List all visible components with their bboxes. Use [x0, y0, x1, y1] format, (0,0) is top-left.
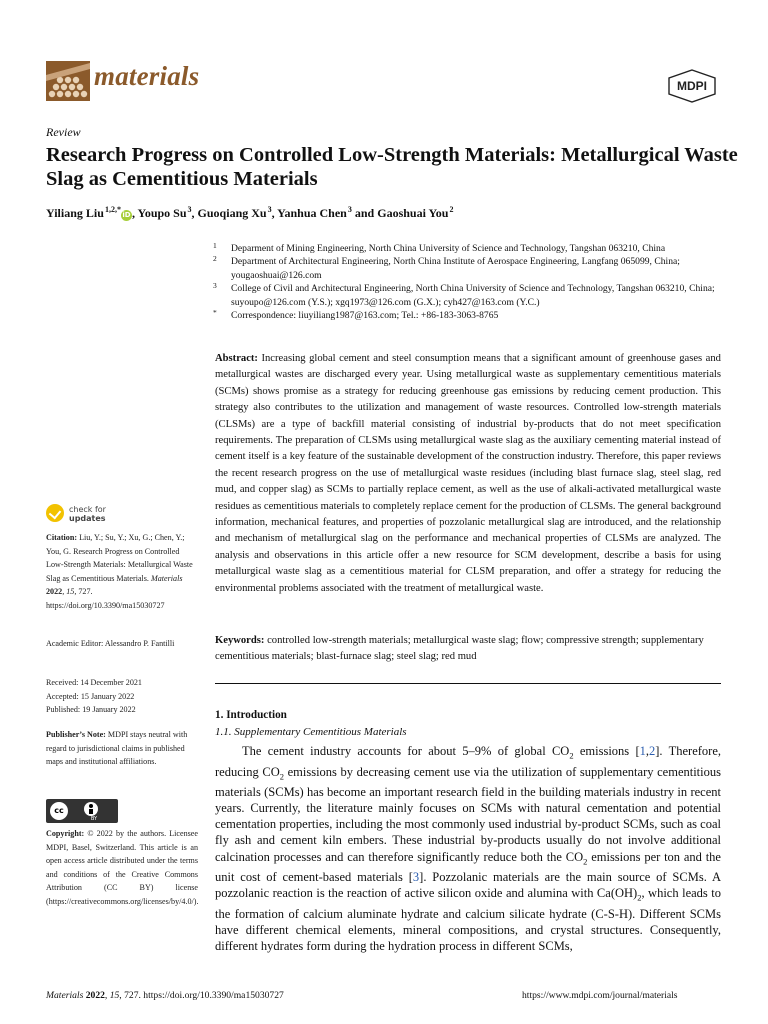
abstract — [215, 351, 721, 597]
correspondence-text: Correspondence: liuyiliang1987@163.com; Tel.: +86-183-3063-8765 — [231, 310, 499, 322]
copyright-text: © 2022 by the authors. Licensee MDPI, Basel, Switzerland. This article is an open access article distributed under the terms and conditions of the Creative Commons Attribution (CC BY) license (https://creativecommons.org/licenses/by/4.0/). — [46, 829, 199, 906]
received-date: Received: 14 December 2021 — [46, 678, 142, 687]
cc-by-license-icon[interactable] — [46, 799, 118, 823]
check-line1: check for — [69, 505, 106, 514]
cc-by-label: BY — [90, 816, 98, 822]
affiliation-text: College of Civil and Architectural Engineering, North China University of Science and Technology, Tangshan 063210, China; suyoupo@126.com (Y.S.); xgq1973@126.com (G.X.); cyh427@163.com (Y.C.) — [231, 283, 715, 308]
author-name: Gaoshuai You — [377, 206, 449, 220]
author-name: Yanhua Chen — [277, 206, 347, 220]
citation-text: Liu, Y.; Su, Y.; Xu, G.; Chen, Y.; You, G. Research Progress on Controlled Low-Strength Materials: Metallurgical Waste Slag as Cementitious Materials. — [46, 533, 193, 583]
author-name: Youpo Su — [137, 206, 187, 220]
copyright-label: Copyright: — [46, 829, 85, 838]
abstract-text: Increasing global cement and steel consumption means that a significant amount of greenhouse gases and metallurgical wastes are discharged every year. Using metallurgical waste as supplementary cementitious materials (SCMs) shows promise as a strategy for reducing greenhouse gas emissions by reducing cement production. This strategy also contributes to the utilization and management of waste resources. Controlled low-strength materials (CLSMs) are a type of backfill material consisting of industrial by-products that do not meet specification requirements. The preparation of CLSMs using metallurgical waste slag as the auxiliary cementing material instead of cement itself is a key feature of the sustainable development of the construction industry. Therefore, this paper reviews the recent research progress on the use of metallurgical waste residues (including blast furnace slag, steel slag, red mud, and copper slag) as SCMs to partially replace cement, as well as the use of alkali-activated metallurgical waste residues as cementitious materials to completely replace cement for the production of CLSMs. The general background information, mechanical features, and properties of pozzolanic metallurgical slag are introduced, and the relationship and mechanism of metallurgical slag on the performance and mechanical properties of CLSMs are analyzed. The analysis and observations in this article offer a new resource for SCM development, describe a basis for using metallurgical waste slag as a cementitious material for CLSM preparation, and offer a strategy for reducing the environmental problems associated with the treatment of metallurgical waste. — [215, 353, 721, 594]
publisher-note-text: MDPI stays neutral with regard to jurisdictional claims in published maps and institutional affiliations. — [46, 730, 188, 766]
journal-logo-icon — [46, 61, 90, 101]
affiliation-number: 3 — [213, 281, 217, 291]
author-affiliation: 2 — [449, 205, 454, 214]
affiliation-number: 1 — [213, 241, 217, 250]
body-paragraph: The cement industry accounts for about 5–9% of global $CO_2$ emissions [1,2]. Therefore, reducing $CO_2$ emissions by decreasing cement use via the utilization of supplementary cementitious materials (SCMs) has become an important research field in the building materials industry in recent years. Currently, the literature mainly focuses on SCMs with natural cementation and potential cementation properties, including the most commonly used industrial by-product SCMs, such as coal fly ash and cement kiln embers. These industrial by-products usually do not involve additional calcination processes and can therefore significantly reduce both the $CO_2$ emissions per ton and the unit cost of cement-based materials [3]. Pozzolanic materials are the main source of SCMs. A pozzolanic reaction is the reaction of active silicon oxide and alumina with $Ca(OH)_2$, which leads to the formation of calcium aluminate hydrate and calcium silicate hydrate (C-S-H). Different SCMs have different chemical elements, mineral compositions, and crystal structures. Consequently, different hydrates form during the hydration process in different SCMs, — [215, 744, 722, 954]
section-heading: 1. Introduction — [215, 709, 287, 721]
article-type: Review — [46, 125, 81, 139]
accepted-date: Accepted: 15 January 2022 — [46, 691, 135, 701]
orcid-icon[interactable]: iD — [122, 211, 131, 219]
author-affiliation: 1,2,* — [104, 205, 121, 214]
publisher-note — [46, 728, 198, 769]
citation-volume: 15 — [66, 587, 75, 596]
cc-icon: cc — [50, 802, 68, 820]
author-affiliation: 3 — [187, 205, 192, 214]
author-affiliation: 3 — [347, 205, 352, 214]
affiliations — [211, 242, 731, 322]
affiliation-item — [211, 242, 731, 255]
copyright-block — [46, 827, 198, 908]
footer-url[interactable]: https://www.mdpi.com/journal/materials — [522, 990, 678, 1001]
affiliation-number: * — [213, 308, 217, 318]
published-date: Published: 19 January 2022 — [46, 705, 136, 714]
affiliation-item — [211, 282, 731, 309]
citation-block: Citation: Liu, Y.; Su, Y.; Xu, G.; Chen, Y.; You, G. Research Progress on Controlled Low-Strength Materials: Metallurgical Waste Slag as Cementitious Materials. Materials 2022, 15, 727. https://doi.org/10.3390/ma15030727 — [46, 533, 193, 610]
correspondence — [211, 309, 731, 322]
affiliation-text: Deparment of Mining Engineering, North China University of Science and Technology, Tangshan 063210, China — [231, 243, 666, 254]
academic-editor: Academic Editor: Alessandro P. Fantilli — [46, 639, 175, 648]
author-affiliation: 3 — [267, 205, 272, 214]
author-name: Guoqiang Xu — [197, 206, 267, 220]
citation-journal: Materials — [151, 573, 183, 583]
footer-citation: Materials 2022, 15, 727. https://doi.org/10.3390/ma15030727 — [46, 990, 284, 1001]
affiliation-item — [211, 255, 731, 282]
by-person-icon — [84, 802, 98, 816]
abstract-label: Abstract: — [215, 353, 258, 364]
citation-link[interactable]: 1 — [639, 744, 646, 758]
citation-link[interactable]: 3 — [412, 870, 420, 885]
publisher-note-label: Publisher’s Note: — [46, 730, 106, 739]
keywords-label: Keywords: — [215, 635, 265, 646]
affiliation-text: Department of Architectural Engineering, North China Institute of Aerospace Engineering, Langfang 065099, China; yougaoshuai@126.com — [231, 256, 680, 281]
citation-label: Citation: — [46, 533, 78, 542]
author-list: Yiliang Liu $^{1,2,*}$iD, Youpo Su $^3$, Guoqiang Xu $^3$, Yanhua Chen $^3$ and Gaoshuai You $^2$ — [46, 205, 454, 220]
check-line2: updates — [69, 514, 106, 523]
keywords — [215, 633, 721, 666]
mdpi-logo-icon[interactable] — [667, 69, 717, 103]
keywords-text: controlled low-strength materials; metallurgical waste slag; flow; compressive strength; supplementary cementitious materials; blast-furnace slag; steel slag; red mud — [215, 635, 704, 663]
publisher-name: MDPI — [677, 79, 707, 93]
journal-name[interactable]: materials — [94, 61, 200, 91]
author-name: Yiliang Liu — [46, 206, 104, 220]
divider — [215, 683, 721, 684]
citation-doi: , 727. https://doi.org/10.3390/ma15030727 — [46, 587, 165, 610]
affiliation-number: 2 — [213, 254, 217, 264]
subsection-heading: 1.1. Supplementary Cementitious Materials — [215, 726, 407, 738]
check-icon — [46, 504, 64, 522]
dates-block — [46, 676, 198, 717]
footer-doi[interactable]: , 727. https://doi.org/10.3390/ma15030727 — [119, 990, 284, 1001]
citation-year: 2022 — [46, 587, 63, 596]
citation-link[interactable]: 2 — [649, 744, 656, 758]
article-title: Research Progress on Controlled Low-Strength Materials: Metallurgical Waste Slag as Cementitious Materials — [46, 144, 738, 190]
